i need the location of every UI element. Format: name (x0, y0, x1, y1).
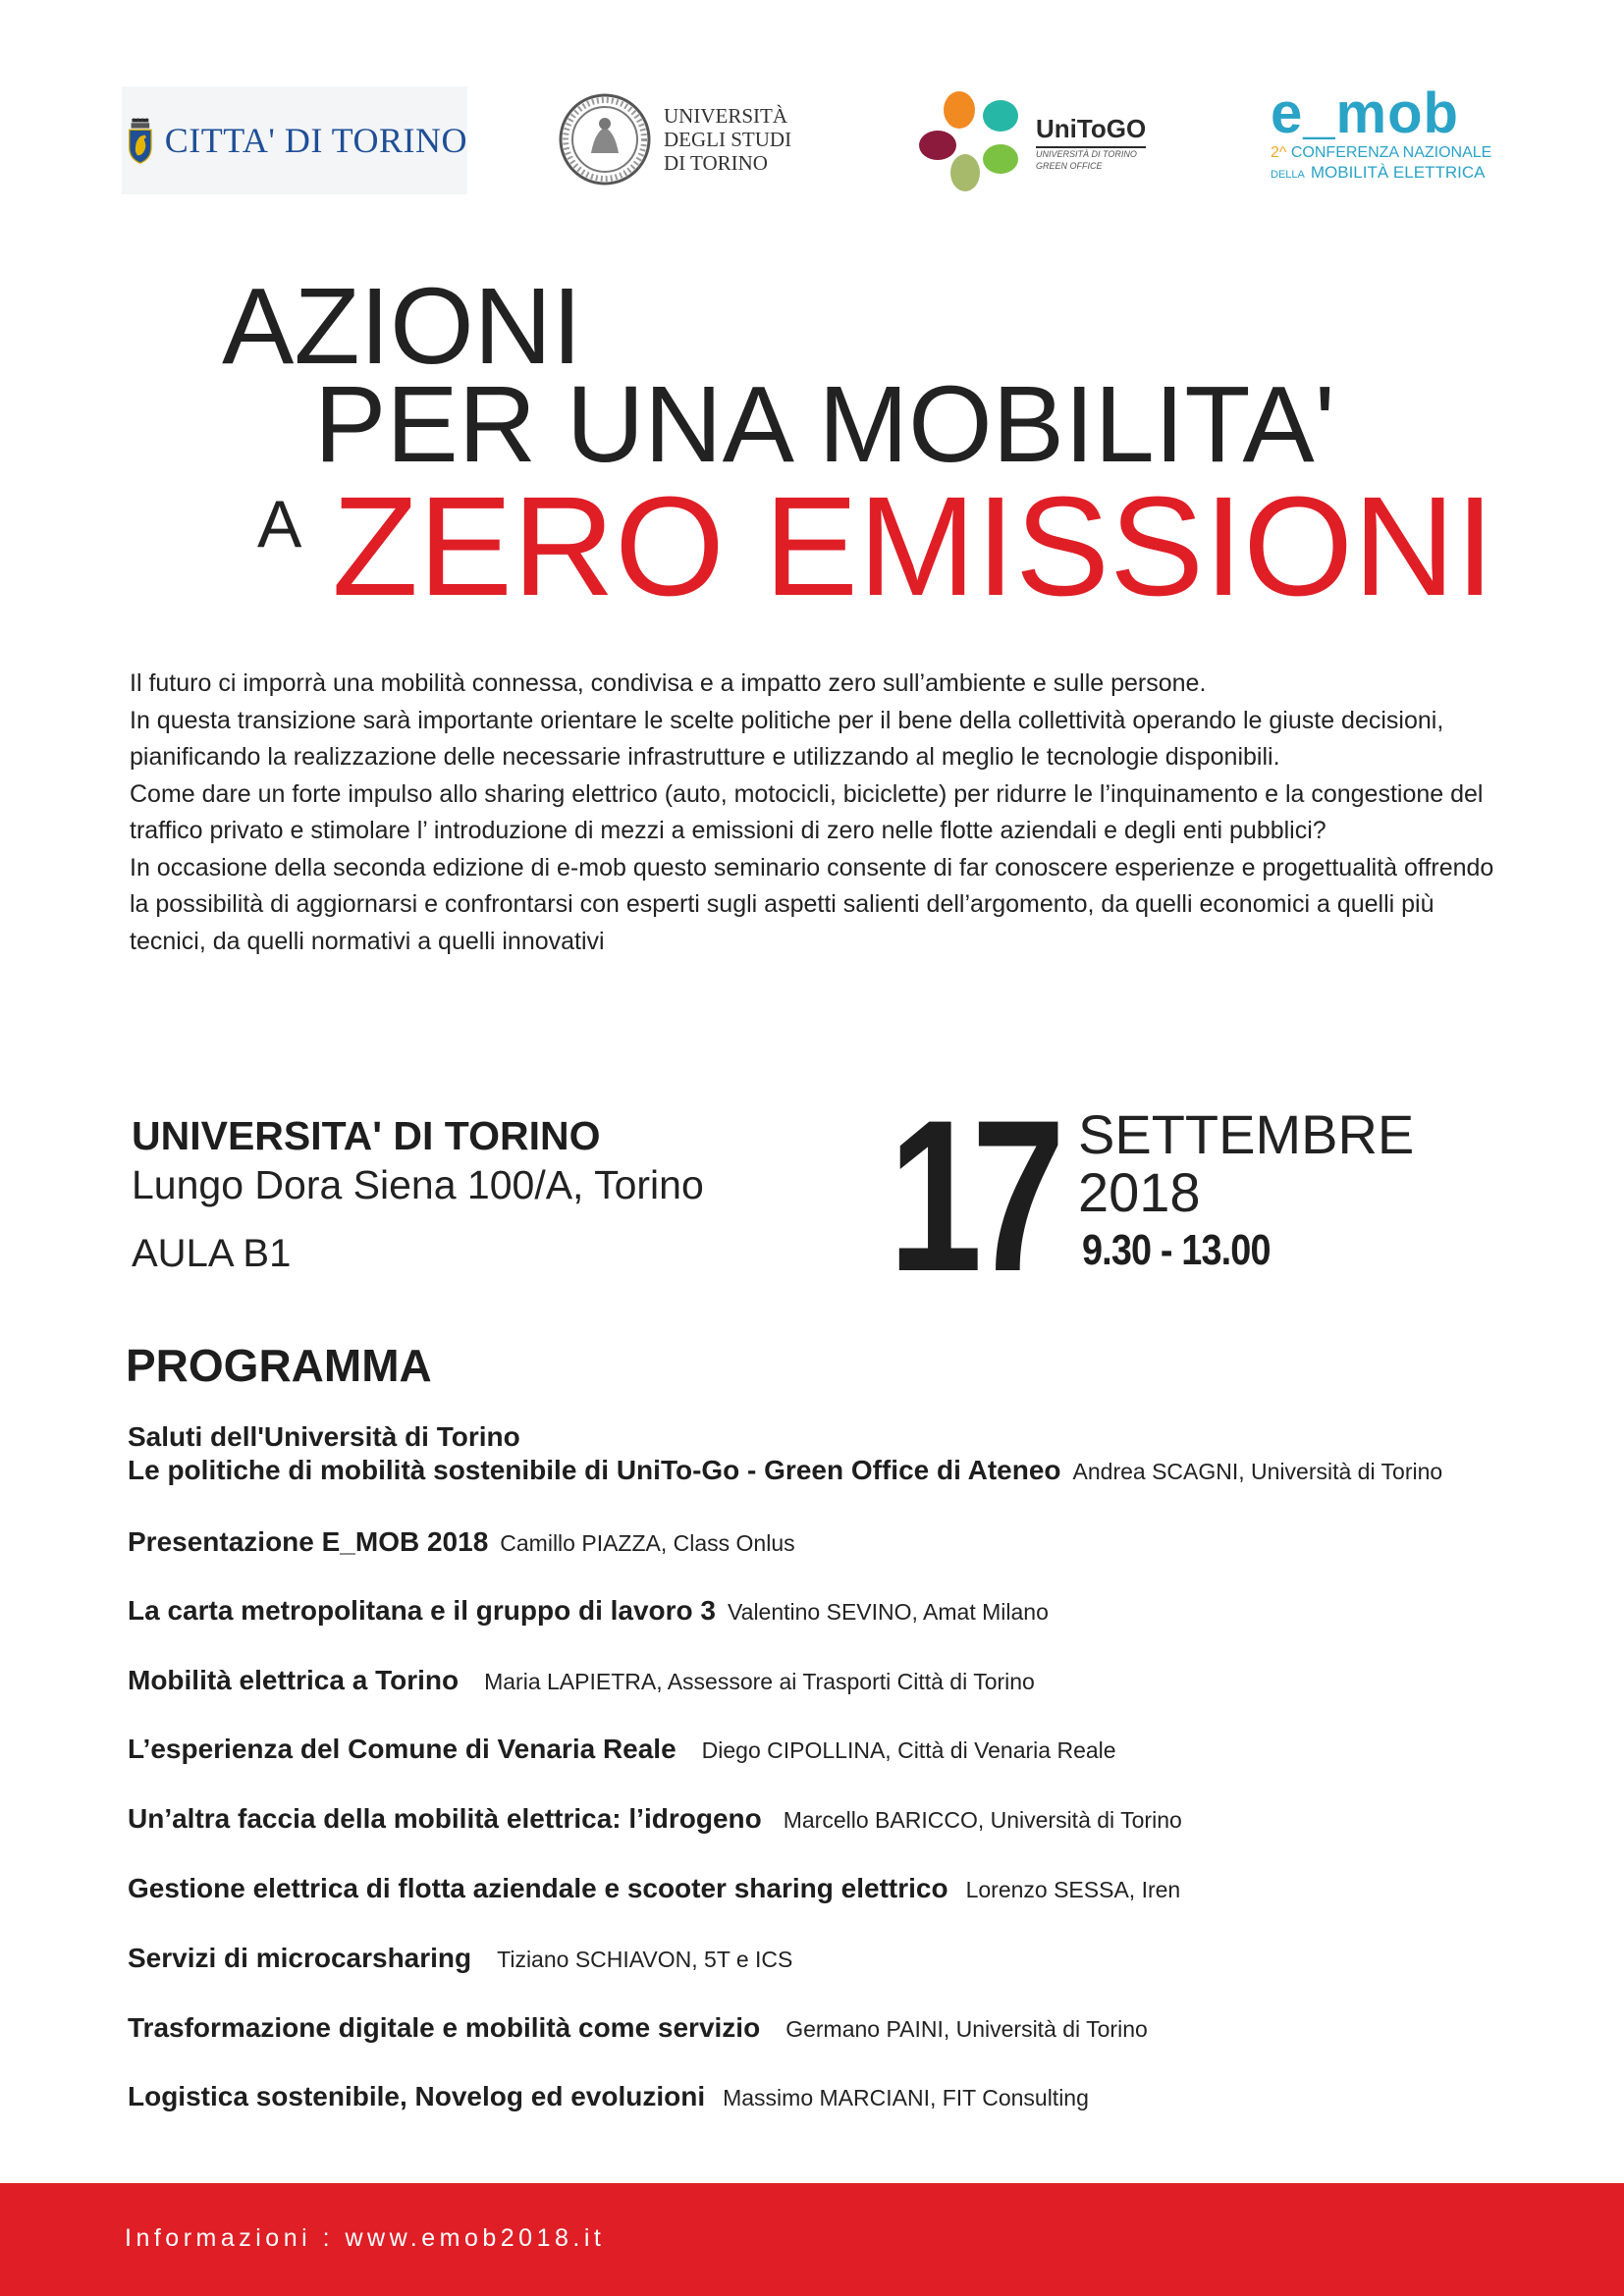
programma-item (128, 1526, 795, 1558)
intro-paragraph: Come dare un forte impulso allo sharing elettrico (auto, motocicli, biciclette) per ridurre le l’inquinamento e la congestione del traffico privato e stimolare l’ introduzione di mezzi a emissioni di zero nelle flotte aziendali e degli enti pubblici? (130, 779, 1484, 844)
citta-di-torino-logo (122, 86, 467, 194)
programma-topic: Presentazione E_MOB 2018 (128, 1526, 489, 1557)
unitogo-brand: UniToGO (1036, 114, 1146, 148)
emob-edition: 2^ (1271, 144, 1287, 161)
programma-item (128, 1734, 1116, 1765)
programma-topic: L’esperienza del Comune di Venaria Reale (128, 1734, 677, 1764)
title-line-3-prefix: A (257, 487, 302, 561)
unito-line-1: UNIVERSITÀ (664, 104, 787, 128)
date-year: 2018 (1078, 1161, 1201, 1223)
programma-title: PROGRAMMA (126, 1340, 432, 1391)
emob-mark: e_mob (1271, 81, 1459, 145)
date-time: 9.30 - 13.00 (1082, 1226, 1271, 1274)
programma-speaker: Diego CIPOLLINA, Città di Venaria Reale (701, 1737, 1116, 1763)
programma-speaker: Lorenzo SESSA, Iren (965, 1877, 1181, 1902)
unitogo-logo (918, 88, 1146, 196)
torino-crest-icon (128, 87, 153, 193)
intro-paragraph: In questa transizione sarà importante orientare le scelte politiche per il bene della collettività operando le giuste decisioni, pianificando la realizzazione delle necessarie infrastrutture e utilizzando al meglio le tecnologie disponibili. (130, 706, 1444, 771)
venue-address: Lungo Dora Siena 100/A, Torino (132, 1162, 704, 1207)
unito-line-2: DEGLI STUDI (664, 128, 792, 151)
programma-item (128, 1665, 1035, 1696)
intro-paragraph: Il futuro ci imporrà una mobilità connessa, condivisa e a impatto zero sull’ambiente e sulle persone. (130, 669, 1207, 697)
programma-item (128, 2081, 1089, 2112)
programma-item (128, 1943, 792, 1974)
programma-speaker: Andrea SCAGNI, Università di Torino (1072, 1459, 1443, 1484)
programma-speaker: Maria LAPIETRA, Assessore ai Trasporti Città di Torino (484, 1669, 1035, 1694)
emob-line-2: MOBILITÀ ELETTRICA (1310, 163, 1486, 182)
intro-text (130, 666, 1504, 960)
footer-info-link[interactable]: Informazioni : www.emob2018.it (125, 2224, 606, 2252)
programma-topic: Un’altra faccia della mobilità elettrica: l’idrogeno (128, 1803, 762, 1834)
programma-item (128, 1595, 1049, 1627)
date-month: SETTEMBRE (1078, 1103, 1415, 1165)
programma-item (128, 1419, 1442, 1486)
venue-room: AULA B1 (132, 1232, 292, 1275)
programma-item (128, 2012, 1148, 2044)
programma-topic: Trasformazione digitale e mobilità come servizio (128, 2012, 761, 2043)
unitogo-sub-2: GREEN OFFICE (1036, 160, 1103, 171)
programma-speaker: Marcello BARICCO, Università di Torino (783, 1807, 1182, 1833)
programma-topic: Gestione elettrica di flotta aziendale e scooter sharing elettrico (128, 1873, 948, 1903)
programma-speaker: Tiziano SCHIAVON, 5T e ICS (497, 1947, 793, 1972)
unito-logo-text (664, 104, 791, 175)
programma-speaker: Valentino SEVINO, Amat Milano (728, 1599, 1049, 1625)
title-line-3-highlight: ZERO EMISSIONI (332, 467, 1495, 625)
programma-greeting: Saluti dell'Università di Torino (128, 1421, 520, 1452)
programma-topic: Le politiche di mobilità sostenibile di UniTo-Go - Green Office di Ateneo (128, 1455, 1061, 1485)
programma-speaker: Camillo PIAZZA, Class Onlus (500, 1530, 795, 1556)
footer-bar (0, 2183, 1624, 2296)
programma-item (128, 1873, 1180, 1904)
unito-line-3: DI TORINO (664, 151, 768, 175)
venue-name: UNIVERSITA' DI TORINO (132, 1113, 601, 1158)
date-day: 17 (889, 1075, 1056, 1316)
title-line-2: PER UNA MOBILITA' (314, 364, 1335, 485)
emob-della: DELLA (1271, 169, 1305, 181)
programma-topic: Mobilità elettrica a Torino (128, 1665, 460, 1695)
programma-topic: La carta metropolitana e il gruppo di lavoro 3 (128, 1595, 717, 1626)
programma-item (128, 1803, 1182, 1835)
torino-logo-text: CITTA' DI TORINO (164, 121, 467, 160)
programma-speaker: Germano PAINI, Università di Torino (785, 2016, 1148, 2042)
programma-topic: Servizi di microcarsharing (128, 1943, 472, 1973)
emob-logo (1271, 81, 1496, 197)
unitogo-sub-1: UNIVERSITÀ DI TORINO (1036, 148, 1137, 159)
programma-speaker: Massimo MARCIANI, FIT Consulting (723, 2085, 1089, 2110)
programma-topic: Logistica sostenibile, Novelog ed evoluzioni (128, 2081, 706, 2111)
intro-paragraph: In occasione della seconda edizione di e-mob questo seminario consente di far conoscere esperienze e progettualità offrendo la possibilità di aggiornarsi e confrontarsi con esperti sugli aspetti salienti dell’argomento, da quelli economici a quelli più tecnici, da quelli normativi a quelli innovativi (130, 853, 1494, 955)
emob-line-1: CONFERENZA NAZIONALE (1290, 144, 1492, 161)
university-seal-icon (558, 92, 652, 187)
petals-icon (918, 88, 1028, 196)
unito-logo (558, 90, 791, 188)
title-line-1: AZIONI (222, 266, 582, 387)
